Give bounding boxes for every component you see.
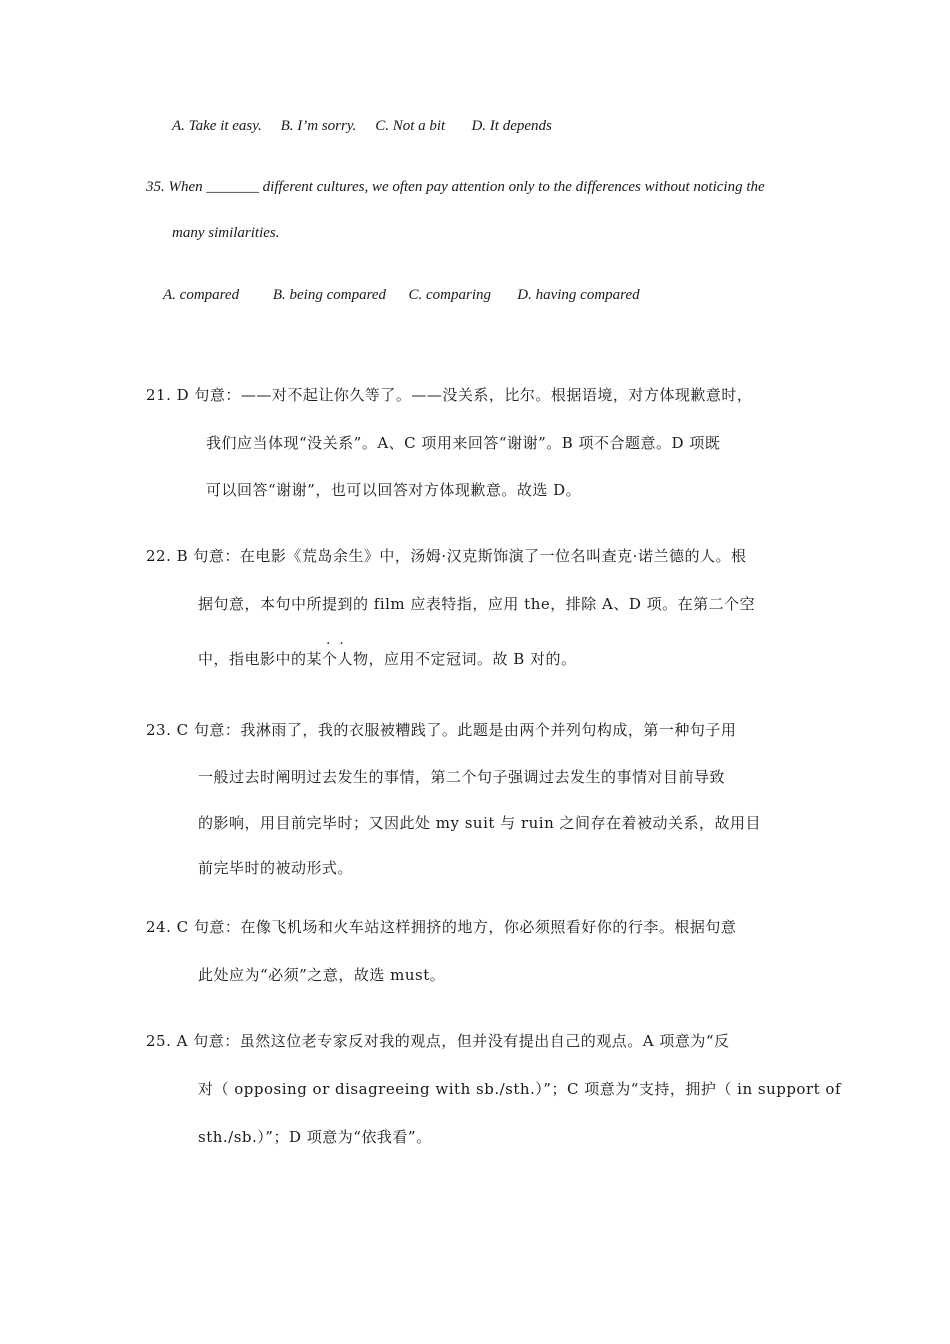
answer-23-line1: 23. C 句意：我淋雨了，我的衣服被糟践了。此题是由两个并列句构成，第一种句子用 xyxy=(146,721,737,739)
q35-option-d: D. having compared xyxy=(517,287,640,303)
answer-25-line1: 25. A 句意：虽然这位老专家反对我的观点，但并没有提出自己的观点。A 项意为“反 xyxy=(146,1032,730,1050)
answer-22-line1: 22. B 句意：在电影《荒岛余生》中，汤姆·汉克斯饰演了一位名叫查克·诺兰德的人。根 xyxy=(146,547,747,565)
q34-option-b: B. I’m sorry. xyxy=(280,118,357,134)
answer-24-line2: 此处应为“必须”之意，故选 must。 xyxy=(198,966,446,984)
answer-23-line4: 前完毕时的被动形式。 xyxy=(198,859,354,877)
answer-21-line2: 我们应当体现“没关系”。A、C 项用来回答“谢谢”。B 项不合题意。D 项既 xyxy=(206,434,721,452)
q34-option-c: C. Not a bit xyxy=(375,118,446,134)
q35-option-c: C. comparing xyxy=(408,287,492,303)
q35-options-line xyxy=(163,284,640,306)
q35-stem-line2: many similarities. xyxy=(172,225,280,241)
answer-23-line3: 的影响，用目前完毕时；又因此处 my suit 与 ruin 之间存在着被动关系，故用目 xyxy=(198,814,762,832)
q35-option-b: B. being compared xyxy=(272,287,387,303)
answer-21-line3: 可以回答“谢谢”，也可以回答对方体现歉意。故选 D。 xyxy=(206,481,582,499)
answer-24-line1: 24. C 句意：在像飞机场和火车站这样拥挤的地方，你必须照看好你的行李。根据句意 xyxy=(146,918,737,936)
answer-21-line1: 21. D 句意：——对不起让你久等了。——没关系，比尔。根据语境，对方体现歉意时， xyxy=(146,386,753,404)
answer-25-line3: sth./sb.）”；D 项意为“依我看”。 xyxy=(198,1128,432,1146)
q34-option-d: D. It depends xyxy=(471,118,552,134)
q34-option-a: A. Take it easy. xyxy=(172,118,262,134)
answer-25-line2: 对（ opposing or disagreeing with sb./sth.）”；C 项意为“支持，拥护（ in support of xyxy=(198,1080,842,1098)
q34-options-line xyxy=(172,115,552,137)
answer-23-line2: 一般过去时阐明过去发生的事情，第二个句子强调过去发生的事情对目前导致 xyxy=(198,768,726,786)
q35-stem-line1: 35. When _______ different cultures, we often pay attention only to the differences without noticing the xyxy=(146,179,765,195)
emphasis-dots: . . xyxy=(326,632,344,648)
answer-22-line2: 据句意，本句中所提到的 film 应表特指，应用 the，排除 A、D 项。在第二个空 xyxy=(198,595,756,613)
answer-22-line3: 中，指电影中的某个人物，应用不定冠词。故 B 对的。 xyxy=(198,650,577,668)
q35-option-a: A. compared xyxy=(163,287,240,303)
